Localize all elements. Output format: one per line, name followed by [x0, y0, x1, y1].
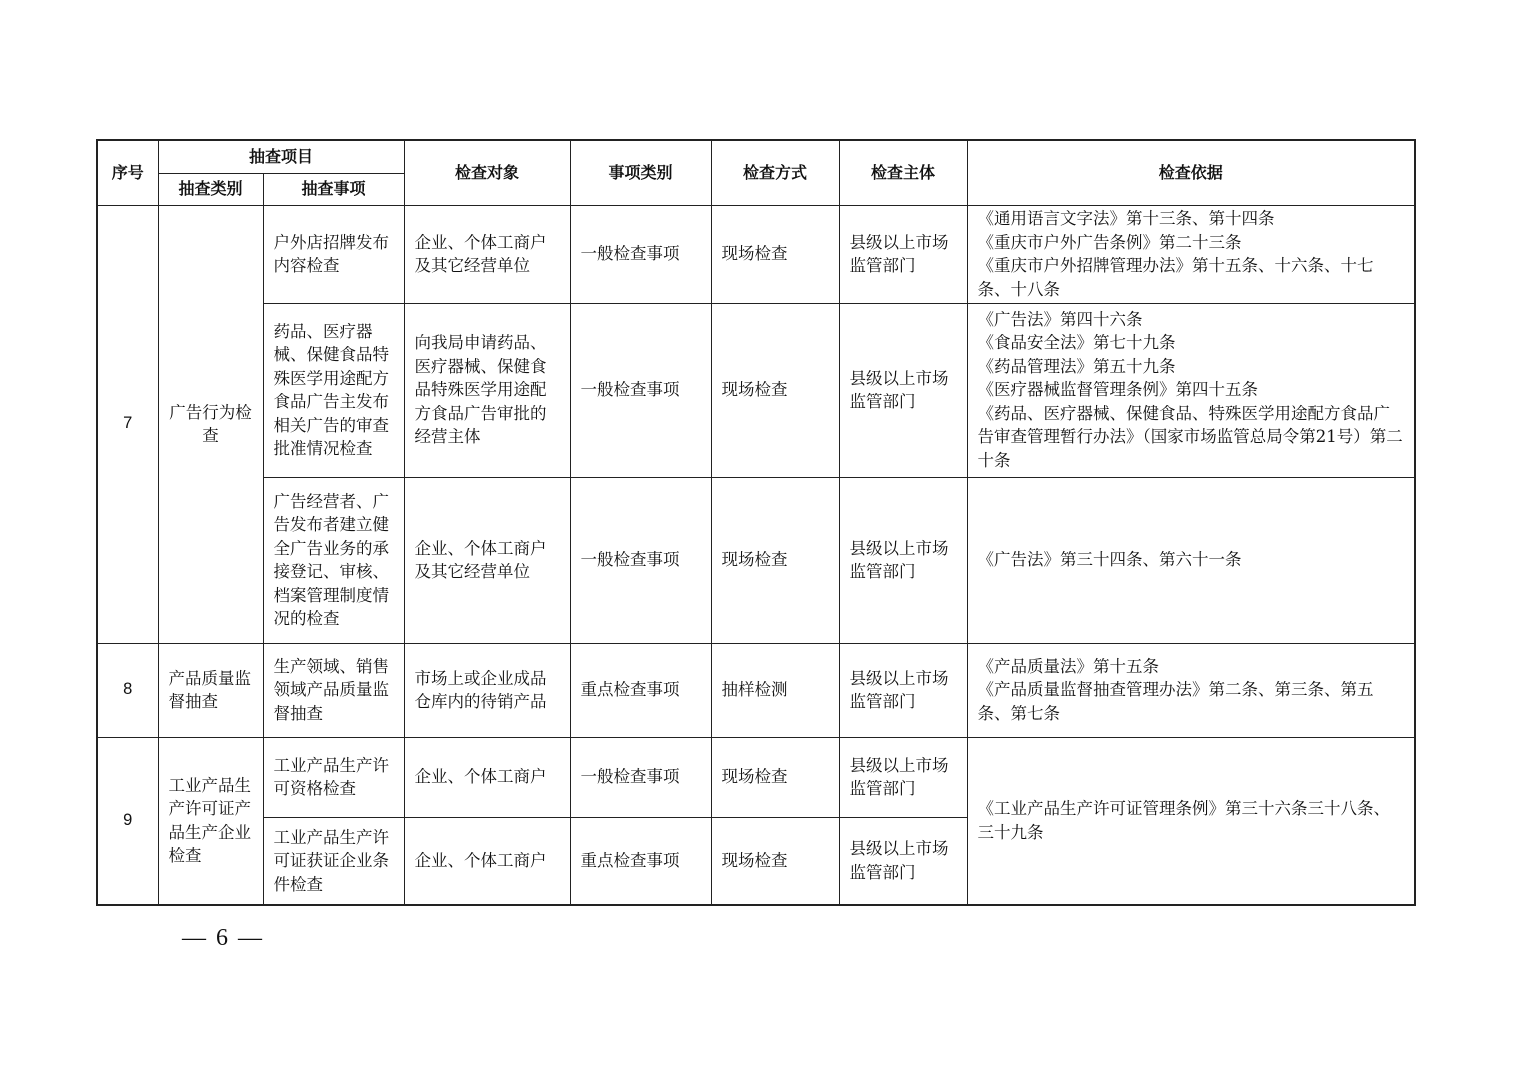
header-project: 抽查项目: [158, 140, 404, 173]
basis-cell: [967, 303, 1415, 477]
item-cell: 工业产品生产许可资格检查: [263, 737, 404, 817]
table-row: [97, 477, 1415, 643]
header-subject: 检查主体: [839, 140, 967, 205]
header-method: 检查方式: [711, 140, 839, 205]
subject-cell: 县级以上市场监管部门: [839, 737, 967, 817]
item-cell: 生产领域、销售领域产品质量监督抽查: [263, 643, 404, 737]
header-target: 检查对象: [404, 140, 570, 205]
target-cell: 企业、个体工商户: [404, 737, 570, 817]
subject-cell: 县级以上市场监管部门: [839, 817, 967, 905]
type-cell: 一般检查事项: [570, 205, 711, 303]
basis-cell: [967, 205, 1415, 303]
subject-cell: 县级以上市场监管部门: [839, 205, 967, 303]
header-seq: 序号: [97, 140, 158, 205]
seq-cell: 7: [97, 205, 158, 643]
inspection-table: [96, 139, 1416, 906]
basis-line: 《重庆市户外招牌管理办法》第十五条、十六条、十七条、十八条: [977, 256, 1374, 299]
target-cell: 企业、个体工商户及其它经营单位: [404, 205, 570, 303]
subject-cell: 县级以上市场监管部门: [839, 303, 967, 477]
table-row: [97, 737, 1415, 817]
subject-cell: 县级以上市场监管部门: [839, 643, 967, 737]
subject-cell: 县级以上市场监管部门: [839, 477, 967, 643]
header-row-1: [97, 140, 1415, 173]
type-cell: 一般检查事项: [570, 477, 711, 643]
header-category: 抽查类别: [158, 173, 263, 205]
target-cell: 企业、个体工商户: [404, 817, 570, 905]
method-cell: 抽样检测: [711, 643, 839, 737]
category-cell: 产品质量监督抽查: [158, 643, 263, 737]
method-cell: 现场检查: [711, 737, 839, 817]
type-cell: 一般检查事项: [570, 303, 711, 477]
method-cell: 现场检查: [711, 477, 839, 643]
item-cell: 户外店招牌发布内容检查: [263, 205, 404, 303]
category-cell: 工业产品生产许可证产品生产企业检查: [158, 737, 263, 905]
basis-cell: [967, 477, 1415, 643]
header-item: 抽查事项: [263, 173, 404, 205]
basis-line: 《药品、医疗器械、保健食品、特殊医学用途配方食品广告审查管理暂行办法》（国家市场监管总局令第21号）第二十条: [977, 403, 1403, 470]
table-row: [97, 205, 1415, 303]
target-cell: 企业、个体工商户及其它经营单位: [404, 477, 570, 643]
table-row: [97, 643, 1415, 737]
header-basis: 检查依据: [967, 140, 1415, 205]
page-number: — 6 —: [182, 925, 264, 951]
basis-line: 《药品管理法》第五十九条: [977, 356, 1176, 376]
basis-line: 《广告法》第四十六条: [977, 309, 1143, 329]
target-cell: 市场上或企业成品仓库内的待销产品: [404, 643, 570, 737]
header-type: 事项类别: [570, 140, 711, 205]
basis-line: 《通用语言文字法》第十三条、第十四条: [977, 209, 1275, 228]
table-row: [97, 303, 1415, 477]
target-cell: 向我局申请药品、医疗器械、保健食品特殊医学用途配方食品广告审批的经营主体: [404, 303, 570, 477]
basis-line: 《广告法》第三十四条、第六十一条: [977, 550, 1242, 570]
basis-line: 《重庆市户外广告条例》第二十三条: [977, 232, 1242, 252]
basis-line: 《产品质量法》第十五条: [977, 656, 1160, 676]
type-cell: 重点检查事项: [570, 643, 711, 737]
item-cell: 广告经营者、广告发布者建立健全广告业务的承接登记、审核、档案管理制度情况的检查: [263, 477, 404, 643]
basis-line: 《食品安全法》第七十九条: [977, 333, 1176, 353]
item-cell: 工业产品生产许可证获证企业条件检查: [263, 817, 404, 905]
type-cell: 重点检查事项: [570, 817, 711, 905]
category-cell: 广告行为检查: [158, 205, 263, 643]
method-cell: 现场检查: [711, 817, 839, 905]
type-cell: 一般检查事项: [570, 737, 711, 817]
method-cell: 现场检查: [711, 303, 839, 477]
seq-cell: 8: [97, 643, 158, 737]
basis-line: 《医疗器械监督管理条例》第四十五条: [977, 380, 1259, 400]
seq-cell: 9: [97, 737, 158, 905]
basis-cell: 《工业产品生产许可证管理条例》第三十六条三十八条、三十九条: [967, 737, 1415, 905]
item-cell: 药品、医疗器械、保健食品特殊医学用途配方食品广告主发布相关广告的审查批准情况检查: [263, 303, 404, 477]
method-cell: 现场检查: [711, 205, 839, 303]
basis-cell: [967, 643, 1415, 737]
basis-line: 《产品质量监督抽查管理办法》第二条、第三条、第五条、第七条: [977, 680, 1374, 723]
